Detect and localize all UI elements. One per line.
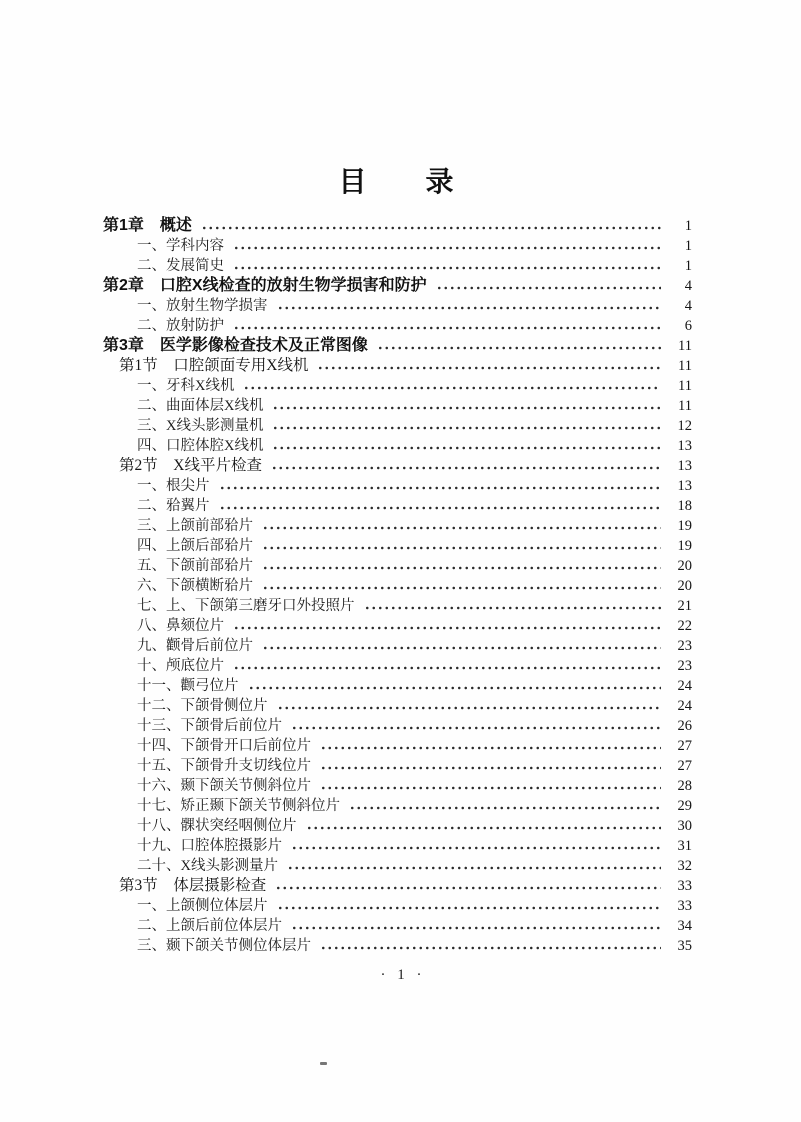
dot-leader (277, 306, 662, 310)
toc-entry-page: 35 (677, 938, 692, 954)
toc-entry (103, 656, 692, 676)
dot-leader (248, 686, 662, 690)
toc-entry (103, 856, 692, 876)
toc-entry (103, 316, 692, 336)
dot-leader (291, 726, 661, 730)
dot-leader (233, 266, 661, 270)
dot-leader (233, 246, 661, 250)
toc-entry (103, 876, 692, 896)
toc-list (103, 216, 692, 956)
dot-leader (233, 326, 661, 330)
dot-leader (233, 626, 661, 630)
dot-leader (272, 406, 661, 410)
toc-entry (103, 276, 692, 296)
toc-entry (103, 376, 692, 396)
toc-entry (103, 796, 692, 816)
toc-entry-page: 24 (677, 678, 692, 694)
toc-entry-label: 三、X线头影测量机 (137, 418, 264, 434)
toc-entry-page: 11 (678, 378, 692, 394)
toc-entry (103, 296, 692, 316)
toc-entry-page: 6 (684, 318, 692, 334)
toc-entry-label: 八、鼻颏位片 (137, 618, 224, 634)
toc-entry (103, 516, 692, 536)
toc-entry-page: 11 (678, 398, 692, 414)
dot-leader (275, 886, 661, 890)
toc-entry-page: 30 (677, 818, 692, 834)
toc-entry-label: 第2章 口腔X线检查的放射生物学损害和防护 (103, 277, 427, 294)
dot-leader (277, 906, 662, 910)
dot-leader (377, 346, 661, 350)
toc-entry-page: 11 (678, 358, 692, 374)
dot-leader (287, 866, 661, 870)
toc-entry (103, 716, 692, 736)
toc-entry (103, 756, 692, 776)
dot-leader (320, 946, 661, 950)
footer-page-number: · 1 · (380, 967, 426, 983)
toc-entry (103, 736, 692, 756)
toc-entry (103, 916, 692, 936)
toc-entry (103, 616, 692, 636)
toc-entry-page: 27 (677, 758, 692, 774)
toc-entry (103, 496, 692, 516)
toc-entry (103, 816, 692, 836)
toc-entry-page: 13 (677, 478, 692, 494)
dot-leader (320, 746, 661, 750)
toc-entry-page: 24 (677, 698, 692, 714)
toc-entry (103, 696, 692, 716)
toc-entry-label: 第1章 概述 (103, 217, 192, 234)
toc-entry-page: 21 (677, 598, 692, 614)
toc-entry-label: 一、牙科X线机 (137, 378, 235, 394)
toc-entry-page: 12 (677, 418, 692, 434)
toc-entry (103, 556, 692, 576)
toc-entry-page: 23 (677, 658, 692, 674)
dot-leader (271, 466, 661, 470)
dot-leader (262, 566, 661, 570)
dot-leader (277, 706, 662, 710)
toc-entry-label: 一、根尖片 (137, 478, 210, 494)
toc-entry-label: 一、放射生物学损害 (137, 298, 268, 314)
toc-entry-page: 18 (677, 498, 692, 514)
dot-leader (262, 526, 661, 530)
dot-leader (291, 926, 661, 930)
toc-entry (103, 476, 692, 496)
toc-entry-page: 33 (677, 898, 692, 914)
toc-entry-label: 十一、颧弓位片 (137, 678, 239, 694)
toc-entry-label: 二、上颌后前位体层片 (137, 918, 282, 934)
dot-leader (219, 486, 662, 490)
toc-entry-label: 二、曲面体层X线机 (137, 398, 264, 414)
dot-leader (306, 826, 662, 830)
toc-entry-label: 四、上颌后部𬌗片 (137, 538, 253, 554)
toc-entry-label: 十九、口腔体腔摄影片 (137, 838, 282, 854)
toc-entry (103, 456, 692, 476)
toc-entry-label: 二、发展简史 (137, 258, 224, 274)
toc-entry-page: 13 (677, 438, 692, 454)
toc-entry (103, 776, 692, 796)
dot-leader (291, 846, 661, 850)
toc-entry (103, 396, 692, 416)
dot-leader (262, 546, 661, 550)
dot-leader (272, 446, 661, 450)
toc-entry-label: 三、上颌前部𬌗片 (137, 518, 253, 534)
toc-entry (103, 256, 692, 276)
scan-speck (320, 1062, 327, 1065)
toc-entry (103, 336, 692, 356)
toc-entry-page: 11 (678, 338, 692, 354)
toc-entry (103, 416, 692, 436)
toc-entry (103, 236, 692, 256)
toc-entry-label: 二十、X线头影测量片 (137, 858, 278, 874)
toc-entry-label: 九、颧骨后前位片 (137, 638, 253, 654)
toc-entry (103, 216, 692, 236)
toc-entry-label: 二、𬌗翼片 (137, 498, 210, 514)
dot-leader (243, 386, 661, 390)
toc-entry (103, 536, 692, 556)
toc-entry-page: 13 (677, 458, 692, 474)
toc-entry-label: 七、上、下颌第三磨牙口外投照片 (137, 598, 355, 614)
toc-entry-page: 31 (677, 838, 692, 854)
toc-entry-label: 第3节 体层摄影检查 (119, 877, 267, 894)
toc-entry-page: 1 (684, 258, 692, 274)
toc-entry-page: 34 (677, 918, 692, 934)
dot-leader (349, 806, 661, 810)
dot-leader (262, 646, 661, 650)
toc-entry (103, 436, 692, 456)
toc-entry-label: 三、颞下颌关节侧位体层片 (137, 938, 311, 954)
toc-entry-label: 二、放射防护 (137, 318, 224, 334)
toc-entry-page: 1 (684, 218, 692, 234)
toc-entry-page: 20 (677, 578, 692, 594)
toc-entry-page: 1 (684, 238, 692, 254)
toc-entry (103, 676, 692, 696)
toc-entry (103, 356, 692, 376)
dot-leader (201, 226, 661, 230)
toc-entry-page: 32 (677, 858, 692, 874)
toc-entry-page: 27 (677, 738, 692, 754)
toc-entry-page: 4 (684, 298, 692, 314)
toc-entry-label: 十四、下颌骨开口后前位片 (137, 738, 311, 754)
toc-entry (103, 836, 692, 856)
toc-entry-label: 第2节 X线平片检查 (119, 457, 262, 474)
toc-entry-label: 十二、下颌骨侧位片 (137, 698, 268, 714)
toc-entry-label: 第1节 口腔颌面专用X线机 (119, 357, 309, 374)
dot-leader (262, 586, 661, 590)
toc-entry (103, 576, 692, 596)
toc-entry-label: 一、上颌侧位体层片 (137, 898, 268, 914)
toc-entry-label: 四、口腔体腔X线机 (137, 438, 264, 454)
toc-entry (103, 936, 692, 956)
toc-entry-label: 一、学科内容 (137, 238, 224, 254)
toc-entry-label: 十五、下颌骨升支切线位片 (137, 758, 311, 774)
toc-entry (103, 896, 692, 916)
toc-entry-page: 4 (684, 278, 692, 294)
toc-entry-label: 十八、髁状突经咽侧位片 (137, 818, 297, 834)
toc-entry-page: 33 (677, 878, 692, 894)
toc-entry-label: 十七、矫正颞下颌关节侧斜位片 (137, 798, 340, 814)
toc-entry-label: 十六、颞下颌关节侧斜位片 (137, 778, 311, 794)
dot-leader (320, 786, 661, 790)
page-title: 目 录 (338, 167, 455, 198)
toc-entry-page: 22 (677, 618, 692, 634)
toc-entry (103, 636, 692, 656)
dot-leader (436, 286, 661, 290)
toc-entry-page: 26 (677, 718, 692, 734)
toc-entry (103, 596, 692, 616)
dot-leader (317, 366, 661, 370)
toc-entry-page: 29 (677, 798, 692, 814)
dot-leader (364, 606, 662, 610)
toc-entry-page: 23 (677, 638, 692, 654)
toc-entry-label: 十三、下颌骨后前位片 (137, 718, 282, 734)
toc-entry-label: 第3章 医学影像检查技术及正常图像 (103, 337, 368, 354)
dot-leader (320, 766, 661, 770)
toc-entry-page: 19 (677, 538, 692, 554)
toc-entry-label: 五、下颌前部𬌗片 (137, 558, 253, 574)
toc-entry-label: 六、下颌横断𬌗片 (137, 578, 253, 594)
dot-leader (219, 506, 662, 510)
toc-entry-page: 19 (677, 518, 692, 534)
dot-leader (233, 666, 661, 670)
toc-entry-page: 28 (677, 778, 692, 794)
dot-leader (272, 426, 661, 430)
toc-entry-page: 20 (677, 558, 692, 574)
toc-entry-label: 十、颅底位片 (137, 658, 224, 674)
